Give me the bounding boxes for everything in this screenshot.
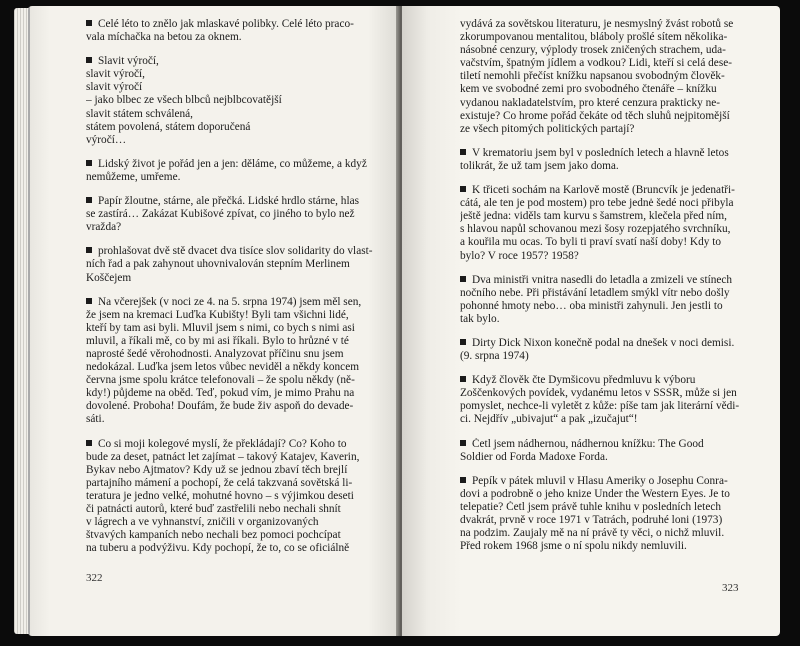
- text-line: [86, 94, 378, 107]
- text-line: [86, 208, 378, 221]
- text-line: [86, 18, 378, 31]
- text-line: [460, 540, 756, 553]
- left-page-number: 322: [86, 572, 103, 584]
- text-line: [460, 250, 756, 263]
- paragraph: [86, 195, 378, 234]
- text-line: [460, 97, 756, 110]
- line-text: dovi a podrobně o jeho knize Under the Western Eyes. Je to: [460, 487, 730, 500]
- line-text: vačstvím, špatným jídlem a vodkou? Lidi, kteří si celá dese-: [460, 57, 732, 70]
- line-text: Četl jsem nádhernou, nádhernou knížku: The Good: [472, 437, 704, 450]
- line-text: zkorumpovanou mentalitou, bláboly prošlé sítem několika-: [460, 31, 728, 44]
- text-line: [86, 542, 378, 555]
- bullet-marker: [86, 197, 92, 203]
- paragraph: [86, 55, 378, 147]
- left-page-text: [86, 18, 378, 566]
- line-text: a kouřila mu ocas. To byli ti praví svatí naší doby! Kdy to: [460, 236, 721, 249]
- line-text: ještě jedna: viděls tam kurvu s šamstrem, klečela před ním,: [460, 210, 727, 223]
- text-line: [86, 121, 378, 134]
- text-line: [460, 527, 756, 540]
- line-text: pomyslet, nechce-li vyletět z kůže: píše tam jak literární vědi-: [460, 400, 740, 413]
- text-line: [86, 68, 378, 81]
- line-text: Papír žloutne, stárne, ale přečká. Lidské hrdlo stárne, hlas: [98, 195, 359, 208]
- text-line: [460, 160, 756, 173]
- line-text: či patnácti autorů, které buď zastřelili nebo nechali shnít: [86, 503, 341, 515]
- line-text: Dirty Dick Nixon konečně podal na dnešek v noci demisi.: [472, 336, 735, 349]
- text-line: [460, 400, 756, 413]
- text-line: [86, 309, 378, 322]
- bullet-marker: [86, 160, 92, 166]
- text-line: [86, 490, 378, 503]
- text-line: [86, 335, 378, 348]
- text-line: [86, 245, 378, 258]
- text-line: [460, 350, 756, 363]
- text-line: [460, 337, 756, 350]
- text-line: [86, 55, 378, 68]
- line-text: Soldier od Forda Madoxe Forda.: [460, 450, 608, 463]
- paragraph: [460, 475, 756, 554]
- text-line: [460, 488, 756, 501]
- text-line: [86, 438, 378, 451]
- text-line: [460, 413, 756, 426]
- line-text: ních řad a pak zahynout uhovnivalován stepním Merlinem: [86, 258, 350, 271]
- paragraph: [86, 18, 378, 44]
- bullet-marker: [460, 186, 466, 192]
- paragraph: [460, 374, 756, 426]
- text-line: [86, 258, 378, 271]
- line-text: na tuberu a podvýživu. Kdy pochopí, že to, co se oficiálně: [86, 542, 350, 555]
- text-line: [86, 451, 378, 464]
- text-line: [460, 451, 756, 464]
- text-line: [460, 514, 756, 527]
- line-text: naprosté šedé věrohodnosti. Analyzovat příčinu snu jsem: [86, 347, 344, 360]
- text-line: [86, 221, 378, 234]
- open-book: [28, 6, 780, 636]
- text-line: [460, 70, 756, 83]
- paragraph: [460, 337, 756, 363]
- text-line: [460, 110, 756, 123]
- paragraph: [460, 147, 756, 173]
- line-text: slavit výročí,: [86, 68, 145, 81]
- line-text: Slavit výročí,: [98, 55, 159, 68]
- paragraph: [460, 274, 756, 326]
- line-text: existuje? Co hrome pořád čekáte od těch sluhů nejpitomější: [460, 109, 730, 122]
- line-text: telepatie? Četl jsem právě tuhle knihu v posledních letech: [460, 500, 721, 513]
- line-text: tiletí nemohli přečíst knížku napsanou svobodným člověk-: [460, 70, 725, 83]
- line-text: června jsme spolu krátce telefonovali – že spolu někdy (ně-: [86, 374, 355, 387]
- bullet-marker: [86, 440, 92, 446]
- text-line: [86, 296, 378, 309]
- line-text: vydává za sovětskou literaturu, je nesmyslný žvást robotů se: [460, 18, 734, 30]
- text-line: [460, 475, 756, 488]
- text-line: [86, 195, 378, 208]
- line-text: vražda?: [86, 221, 122, 234]
- line-text: Zoščenkových povídek, vydanému letos v SSSR, může si jen: [460, 387, 737, 400]
- line-text: Lidský život je pořád jen a jen: děláme, co můžeme, a když: [98, 157, 367, 170]
- line-text: vydanou nakladatelstvím, pro které cenzura prakticky ne-: [460, 96, 721, 109]
- line-text: výročí…: [86, 133, 127, 146]
- line-text: tak bylo.: [460, 312, 500, 325]
- text-line: [460, 223, 756, 236]
- line-text: slavit výročí: [86, 81, 143, 94]
- text-line: [460, 313, 756, 326]
- bullet-marker: [86, 20, 92, 26]
- line-text: prohlašovat dvě stě dvacet dva tisíce slov solidarity do vlast-: [98, 245, 373, 258]
- text-line: [460, 31, 756, 44]
- line-text: že jsem na kremaci Luďka Kubišty! Byli tam všichni lidé,: [86, 308, 349, 321]
- line-text: slavit státem schválená,: [86, 107, 193, 120]
- bullet-marker: [460, 477, 466, 483]
- text-line: [86, 477, 378, 490]
- line-text: Před rokem 1968 jsme o ní spolu nikdy nemluvili.: [460, 540, 687, 553]
- line-text: nočního nebe. Při přistávání letadlem smýkl vítr nebo došly: [460, 286, 730, 299]
- text-line: [86, 503, 378, 516]
- line-text: s hlavou napůl schovanou mezi šosy rozepjatého svrchníku,: [460, 223, 731, 236]
- line-text: dvakrát, prvně v roce 1971 v Tatrách, podruhé loni (1973): [460, 514, 723, 526]
- line-text: nemůžeme, umřeme.: [86, 170, 181, 183]
- text-line: [460, 147, 756, 160]
- line-text: nedokázal. Luďka jsem letos vůbec neviděl a někdy koncem: [86, 361, 360, 374]
- paragraph: [86, 296, 378, 427]
- paragraph: [460, 184, 756, 263]
- line-text: kem ve svobodné zemi pro svobodného čtenáře – knížku: [460, 83, 717, 96]
- line-text: (9. srpna 1974): [460, 350, 529, 363]
- line-text: Celé léto to znělo jak mlaskavé polibky. Celé léto praco-: [98, 18, 354, 30]
- bullet-marker: [460, 440, 466, 446]
- bullet-marker: [86, 247, 92, 253]
- line-text: na podzim. Zaujaly mě na ní právě ty věci, o nichž mluvil.: [460, 527, 725, 540]
- text-line: [460, 18, 756, 31]
- text-line: [86, 171, 378, 184]
- text-line: [460, 184, 756, 197]
- line-text: Když člověk čte Dymšicovu předmluvu k výboru: [472, 374, 696, 387]
- text-line: [460, 438, 756, 451]
- text-line: [86, 464, 378, 477]
- right-page-number: 323: [722, 582, 739, 594]
- line-text: Bykav nebo Ajtmatov? Kdy už se jednou zbaví těch brejlí: [86, 463, 348, 476]
- paragraph: [460, 18, 756, 136]
- text-line: [460, 274, 756, 287]
- text-line: [460, 387, 756, 400]
- text-line: [86, 272, 378, 285]
- line-text: Koščejem: [86, 271, 132, 284]
- text-line: [86, 516, 378, 529]
- text-line: [460, 300, 756, 313]
- line-text: partajního mámení a pochopí, že celá takzvaná sovětská li-: [86, 476, 353, 489]
- line-text: pohonné hmoty nebo… oba ministři zahynuli. Jen jestli to: [460, 299, 723, 312]
- text-line: [460, 57, 756, 70]
- bullet-marker: [460, 376, 466, 382]
- line-text: Pepík v pátek mluvil v Hlasu Ameriky o Josephu Conra-: [472, 474, 728, 487]
- text-line: [460, 374, 756, 387]
- line-text: mluvil, a říkali mě, co by mi asi říkali. Bylo to hrůzné v té: [86, 334, 349, 347]
- paragraph: [86, 245, 378, 284]
- bullet-marker: [86, 298, 92, 304]
- line-text: bylo? V roce 1957? 1958?: [460, 249, 579, 262]
- line-text: v lágrech a ve vyhnanství, zničili v organizovaných: [86, 516, 319, 529]
- text-line: [86, 108, 378, 121]
- text-line: [86, 81, 378, 94]
- text-line: [86, 134, 378, 147]
- text-line: [460, 123, 756, 136]
- right-page-text: [460, 18, 756, 564]
- paragraph: [86, 438, 378, 556]
- line-text: kteří by tam asi byli. Mluvil jsem s nimi, co bych s nimi asi: [86, 321, 355, 334]
- line-text: dovolené. Proboha! Doufám, že bude živ aspoň do devade-: [86, 400, 354, 413]
- paragraph: [460, 438, 756, 464]
- line-text: V krematoriu jsem byl v posledních letech a hlavně letos: [472, 146, 729, 159]
- text-line: [86, 374, 378, 387]
- text-line: [86, 387, 378, 400]
- line-text: sáti.: [86, 413, 105, 426]
- text-line: [86, 361, 378, 374]
- line-text: ci. Nejdřív „ubivajut“ a pak „izučajut“!: [460, 413, 638, 426]
- text-line: [460, 287, 756, 300]
- left-page: [28, 6, 400, 636]
- line-text: kdy!) půjdeme na oběd. Teď, pokud vím, je mimo Prahu na: [86, 387, 355, 400]
- text-line: [460, 44, 756, 57]
- line-text: cátá, ale ten je pod mostem) pro tebe jednė šedé noci přibyla: [460, 197, 734, 210]
- text-line: [86, 322, 378, 335]
- bullet-marker: [460, 276, 466, 282]
- text-line: [460, 197, 756, 210]
- text-line: [86, 158, 378, 171]
- text-line: [86, 400, 378, 413]
- text-line: [460, 83, 756, 96]
- text-line: [460, 501, 756, 514]
- text-line: [460, 236, 756, 249]
- line-text: se zastírá… Zakázat Kubišové zpívat, co jiného to bylo než: [86, 208, 355, 221]
- line-text: štvavých kampaních nebo nechali bez pomoci pochcípat: [86, 529, 341, 542]
- line-text: vala míchačka na betou za oknem.: [86, 31, 242, 44]
- right-page: [402, 6, 780, 636]
- line-text: státem povolená, státem doporučená: [86, 120, 251, 133]
- text-line: [86, 529, 378, 542]
- text-line: [86, 31, 378, 44]
- bullet-marker: [460, 149, 466, 155]
- line-text: K třiceti sochám na Karlově mostě (Bruncvík je jedenatři-: [472, 184, 735, 197]
- line-text: tolikrát, že už tam jsem jako doma.: [460, 159, 619, 172]
- line-text: násobné cenzury, výplody trosek zničených strachem, uda-: [460, 44, 726, 57]
- line-text: – jako blbec ze všech blbců nejblbcovatější: [86, 94, 282, 107]
- line-text: bude za deset, patnáct let zajímat – takový Katajev, Kaverin,: [86, 450, 360, 463]
- text-line: [86, 413, 378, 426]
- text-line: [460, 210, 756, 223]
- line-text: Dva ministři vnitra nasedli do letadla a zmizeli ve stínech: [472, 273, 733, 286]
- line-text: Na včerejšek (v noci ze 4. na 5. srpna 1974) jsem měl sen,: [98, 295, 362, 308]
- text-line: [86, 348, 378, 361]
- line-text: teratura je jedno velké, mohutné hovno – s výjimkou deseti: [86, 489, 354, 502]
- line-text: ze všech pitomých politických partají?: [460, 122, 635, 135]
- bullet-marker: [86, 57, 92, 63]
- paragraph: [86, 158, 378, 184]
- line-text: Co si moji kolegové myslí, že překládají? Co? Koho to: [98, 437, 347, 450]
- bullet-marker: [460, 339, 466, 345]
